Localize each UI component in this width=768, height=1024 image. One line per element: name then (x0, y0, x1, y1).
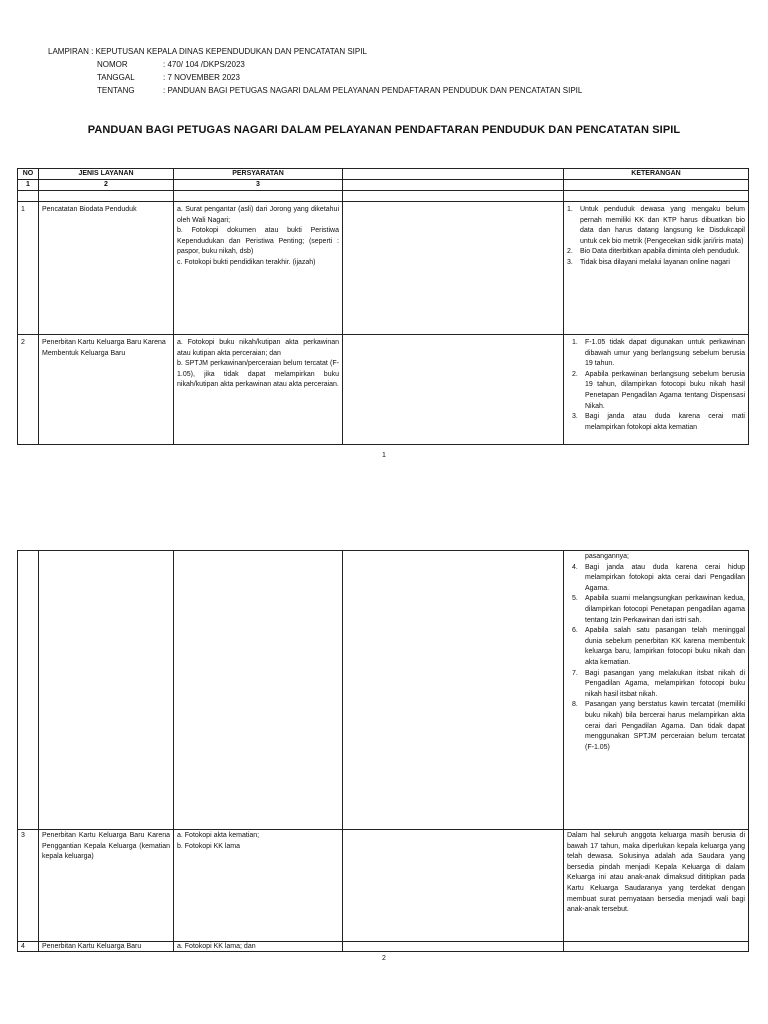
persyaratan-item: a. Surat pengantar (asli) dari Jorong yang diketahui oleh Wali Nagari; (177, 206, 339, 224)
row2-layanan: Penerbitan Kartu Keluarga Baru Karena Membentuk Keluarga Baru (39, 335, 174, 445)
persyaratan-item: b. SPTJM perkawinan/perceraian belum tercatat (F-1.05), jika tidak dapat melampirkan buku nikah/kutipan akta perkawinan atau akta perceraian. (177, 360, 339, 389)
lampiran-label: LAMPIRAN (48, 47, 89, 56)
th-no: NO (18, 169, 39, 180)
persyaratan-item: b. Fotokopi dokumen atau bukti Peristiwa Kependudukan dan Peristiwa Penting; (seperti : paspor, buku nikah, dsb) (177, 227, 339, 256)
keterangan-item: 8. Pasangan yang berstatus kawin tercatat (memiliki buku nikah) bila bercerai harus melampirkan akta cerai dari Pengadilan Agama. Dan tidak dapat menggunakan SPTJM perceraian belum tercatat (F-1.05) (572, 701, 745, 751)
keterangan-item: 1. Untuk penduduk dewasa yang mengaku belum pernah memiliki KK dan KTP harus dibuatkan bio data dan harus datang langsung ke Disdukcapil untuk cek bio metrik (Pengecekan sidik jari/iris mata) (567, 206, 745, 245)
row3-layanan: Penerbitan Kartu Keluarga Baru Karena Penggantian Kepala Keluarga (kematian kepala keluarga) (39, 830, 174, 942)
spacer-cell (564, 191, 749, 202)
row2-empty (343, 335, 564, 445)
colnum-1: 1 (18, 180, 39, 191)
keterangan-item: 3. Bagi janda atau duda karena cerai mati melampirkan fotokopi akta kematian (572, 413, 745, 431)
persyaratan-item: c. Fotokopi bukti pendidikan terakhir. (ijazah) (177, 258, 316, 266)
colnum-2: 2 (39, 180, 174, 191)
keterangan-item: 6. Apabila salah satu pasangan telah meninggal dunia sebelum penerbitan KK karena membentuk keluarga baru, lampirkan fotocopi buku nikah dan akta kematian. (572, 627, 745, 666)
row4-empty (343, 942, 564, 952)
row4-no: 4 (18, 942, 39, 952)
th-jenis-layanan: JENIS LAYANAN (39, 169, 174, 180)
persyaratan-item: a. Fotokopi akta kematian; (177, 832, 260, 839)
table-page-1 (17, 168, 749, 445)
spacer-cell (39, 191, 174, 202)
th-keterangan: KETERANGAN (564, 169, 749, 180)
keterangan-item: 1. F-1.05 tidak dapat digunakan untuk perkawinan dibawah umur yang berlangsung sebelum berusia 19 tahun. (572, 339, 745, 368)
spacer-cell (18, 191, 39, 202)
lampiran-value: KEPUTUSAN KEPALA DINAS KEPENDUDUKAN DAN PENCATATAN SIPIL (95, 47, 367, 56)
persyaratan-item: a. Fotokopi buku nikah/kutipan akta perkawinan atau kutipan akta perceraian; dan (177, 339, 339, 357)
row4-persyaratan: a. Fotokopi KK lama; dan (174, 942, 343, 952)
th-empty (343, 169, 564, 180)
colnum-4 (343, 180, 564, 191)
keterangan-item: 2. Apabila perkawinan berlangsung sebelum berusia 19 tahun, dilampirkan fotocopi buku nikah hasil Penetapan Pengadilan Agama tentang Dispensasi Nikah. (572, 370, 745, 410)
row2-cont-layanan (39, 551, 174, 830)
row1-persyaratan (174, 202, 343, 335)
row1-keterangan (564, 202, 749, 335)
tentang-value: : PANDUAN BAGI PETUGAS NAGARI DALAM PELAYANAN PENDAFTARAN PENDUDUK DAN PENCATATAN SIPIL (163, 86, 583, 95)
row2-no: 2 (18, 335, 39, 445)
tanggal-line (97, 72, 240, 84)
nomor-label: NOMOR (97, 60, 128, 69)
keterangan-item: 4. Bagi janda atau duda karena cerai hidup melampirkan fotokopi akta cerai dari Pengadilan Agama. (572, 563, 745, 592)
row2-cont-no (18, 551, 39, 830)
row3-keterangan: Dalam hal seluruh anggota keluarga masih berusia di bawah 17 tahun, maka diperlukan kepala keluarga yang telah dewasa. Solusinya adalah ada Saudara yang bersedia pindah menjadi Kepala Keluarga di dalam Keluarga ini atau anak-anak dimaksud dititipkan pada Kartu Keluarga Saudaranya yang terdekat dengan membuat surat pernyataan bersedia menjadi wali bagi anak-anak tersebut. (564, 830, 749, 942)
spacer-cell (174, 191, 343, 202)
tanggal-value: : 7 NOVEMBER 2023 (163, 73, 240, 82)
colnum-3: 3 (174, 180, 343, 191)
page-number-1: 1 (382, 452, 386, 459)
lampiran-line: LAMPIRAN : KEPUTUSAN KEPALA DINAS KEPENDUDUKAN DAN PENCATATAN SIPIL (48, 47, 367, 56)
keterangan-item: 2. Bio Data diterbitkan apabila diminta oleh penduduk. (567, 248, 740, 256)
row4-layanan: Penerbitan Kartu Keluarga Baru (39, 942, 174, 952)
persyaratan-item: b. Fotokopi KK lama (177, 842, 241, 850)
nomor-value: : 470/ 104 /DKPS/2023 (163, 60, 245, 69)
row3-persyaratan (174, 830, 343, 942)
row3-empty (343, 830, 564, 942)
row2-keterangan (564, 335, 749, 445)
row4-keterangan (564, 942, 749, 952)
tentang-line (97, 85, 582, 97)
keterangan-item: pasangannya; (585, 553, 629, 560)
tanggal-label: TANGGAL (97, 73, 135, 82)
keterangan-item: 5. Apabila suami melangsungkan perkawinan kedua, dilampirkan fotocopi Penetapan pengadilan agama tentang Izin Perkawinan dari istri sah. (572, 595, 745, 624)
row2-cont-keterangan (564, 551, 749, 830)
tentang-label: TENTANG (97, 86, 135, 95)
keterangan-item: 3. Tidak bisa dilayani melalui layanan online nagari (567, 258, 730, 266)
row2-cont-empty (343, 551, 564, 830)
row3-no: 3 (18, 830, 39, 942)
row1-no: 1 (18, 202, 39, 335)
th-persyaratan: PERSYARATAN (174, 169, 343, 180)
colnum-5 (564, 180, 749, 191)
page-number-2: 2 (382, 955, 386, 962)
row2-cont-persyaratan (174, 551, 343, 830)
row1-empty (343, 202, 564, 335)
row1-layanan: Pencatatan Biodata Penduduk (39, 202, 174, 335)
spacer-cell (343, 191, 564, 202)
nomor-line (97, 59, 245, 71)
keterangan-item: 7. Bagi pasangan yang melakukan itsbat nikah di Pengadilan Agama, melampirkan fotocopi buku nikah hasil itsbat nikah. (572, 669, 745, 698)
table-page-2 (17, 550, 749, 952)
document-title: PANDUAN BAGI PETUGAS NAGARI DALAM PELAYANAN PENDAFTARAN PENDUDUK DAN PENCATATAN SIPIL (87, 124, 681, 136)
row2-persyaratan (174, 335, 343, 445)
